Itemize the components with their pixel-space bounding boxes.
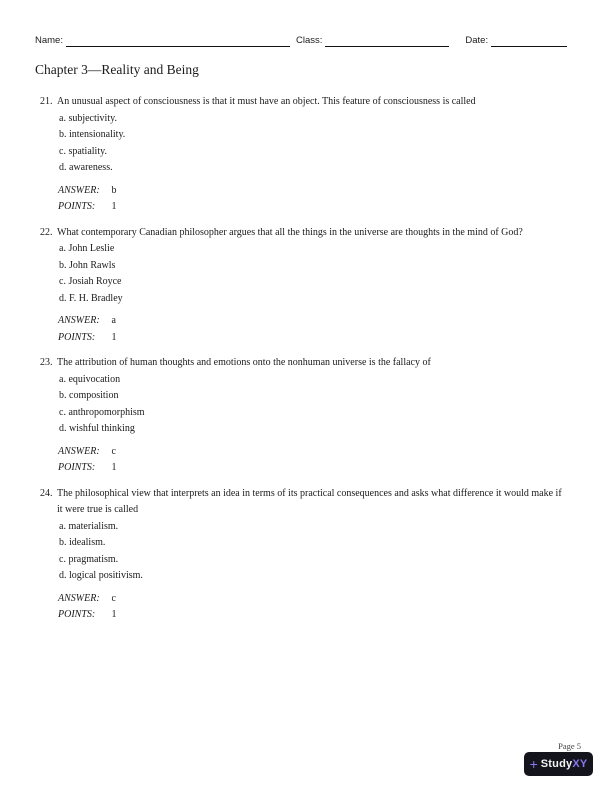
points-line xyxy=(58,607,580,624)
question-number: 24. xyxy=(40,487,53,499)
option-c: c. pragmatism. xyxy=(59,553,119,565)
answer-label: ANSWER: xyxy=(58,184,100,196)
answer-label: ANSWER: xyxy=(58,445,100,457)
option-b: b. idealism. xyxy=(59,537,106,548)
option-a: a. John Leslie xyxy=(59,243,115,254)
option-b: b. John Rawls xyxy=(59,259,116,271)
question-23 xyxy=(40,355,580,477)
question-text: What contemporary Canadian philosopher argues that all the things in the universe are thoughts in the mind of God? xyxy=(57,226,523,238)
option-list xyxy=(59,372,580,438)
chapter-title: Chapter 3—Reality and Being xyxy=(35,62,199,77)
points-line xyxy=(58,460,580,477)
option-c: c. anthropomorphism xyxy=(59,406,145,418)
question-number: 23. xyxy=(40,357,53,368)
answer-value: a xyxy=(111,315,116,326)
question-24 xyxy=(40,486,580,624)
answer-label: ANSWER: xyxy=(58,592,100,604)
page-number: Page 5 xyxy=(558,741,581,751)
answer-value: c xyxy=(111,592,116,604)
answer-line xyxy=(58,183,580,200)
answer-line xyxy=(58,444,580,461)
date-blank-line xyxy=(491,34,567,47)
question-number: 22. xyxy=(40,226,53,238)
points-label: POINTS: xyxy=(58,462,96,473)
header-fill-in-row xyxy=(35,33,579,47)
option-list xyxy=(59,241,580,307)
option-b: b. intensionality. xyxy=(59,129,126,140)
question-list xyxy=(40,94,580,633)
answer-value: b xyxy=(111,184,117,196)
points-value: 1 xyxy=(111,609,117,620)
class-label: Class: xyxy=(295,35,323,46)
question-number: 21. xyxy=(40,96,53,107)
question-21 xyxy=(40,94,580,216)
points-line xyxy=(58,199,580,216)
points-line xyxy=(58,330,580,347)
question-text: An unusual aspect of consciousness is that it must have an object. This feature of consciousness is called xyxy=(57,96,476,107)
answer-value: c xyxy=(111,445,116,457)
option-a: a. subjectivity. xyxy=(59,112,117,124)
option-d: d. awareness. xyxy=(59,162,113,173)
plus-icon: + xyxy=(529,755,538,772)
option-a: a. materialism. xyxy=(59,520,119,532)
points-value: 1 xyxy=(111,462,117,473)
name-label: Name: xyxy=(35,35,63,46)
points-label: POINTS: xyxy=(58,201,96,212)
option-list xyxy=(59,111,580,177)
name-blank-line xyxy=(66,34,290,47)
points-label: POINTS: xyxy=(58,609,96,620)
option-d: d. wishful thinking xyxy=(59,423,135,434)
option-list xyxy=(59,519,580,585)
option-a: a. equivocation xyxy=(59,373,121,385)
question-text: The philosophical view that interprets an idea in terms of its practical consequences and asks what difference it would make if it were true is called xyxy=(57,487,562,515)
option-b: b. composition xyxy=(59,390,119,401)
points-label: POINTS: xyxy=(58,331,96,343)
question-text: The attribution of human thoughts and emotions onto the nonhuman universe is the fallacy of xyxy=(57,357,431,368)
class-blank-line xyxy=(325,34,449,47)
studyxy-watermark-badge xyxy=(524,752,593,776)
option-d: d. F. H. Bradley xyxy=(59,292,123,304)
option-d: d. logical positivism. xyxy=(59,570,143,581)
brand-name-accent: XY xyxy=(572,758,588,770)
points-value: 1 xyxy=(111,201,117,212)
answer-line xyxy=(58,313,580,330)
answer-line xyxy=(58,591,580,608)
answer-label: ANSWER: xyxy=(58,315,100,326)
option-c: c. Josiah Royce xyxy=(59,276,122,287)
question-22 xyxy=(40,225,580,347)
brand-name-primary: Study xyxy=(540,758,573,770)
option-c: c. spatiality. xyxy=(59,145,107,157)
date-label: Date: xyxy=(465,35,489,46)
points-value: 1 xyxy=(111,331,117,343)
